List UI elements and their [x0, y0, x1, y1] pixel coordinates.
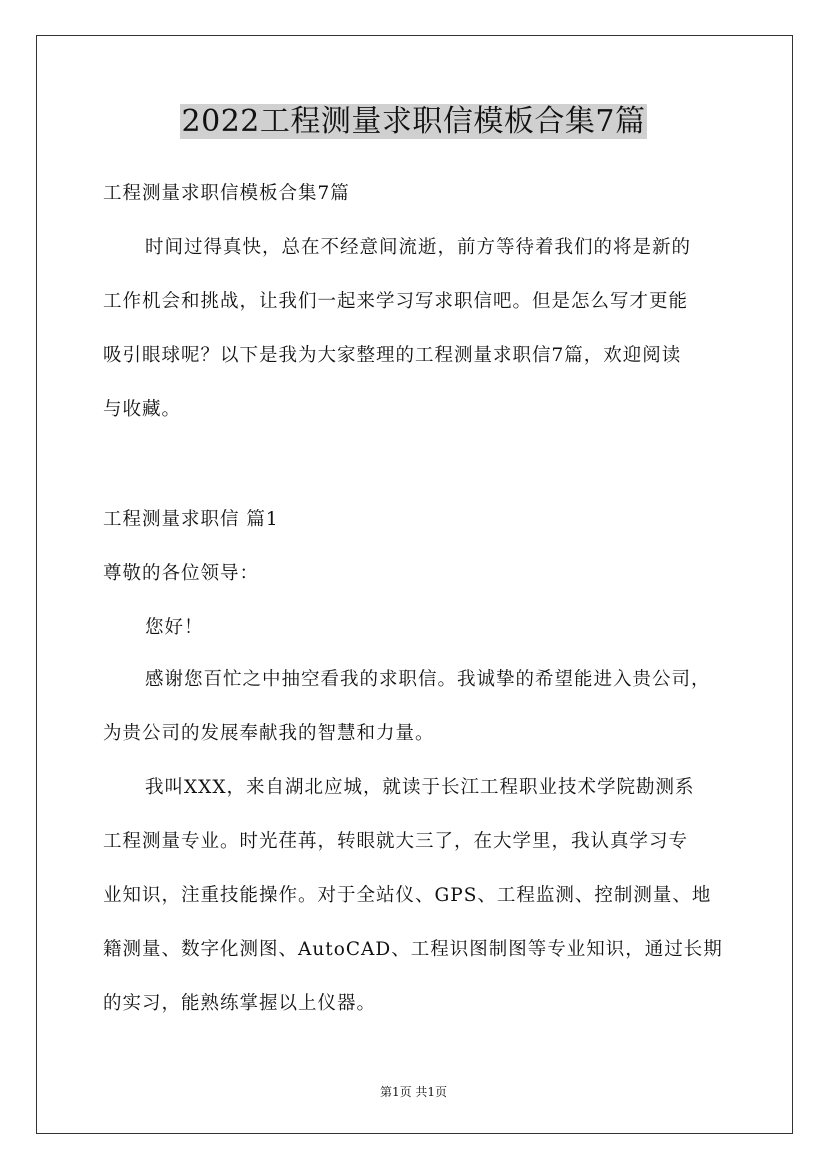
para1-line-1: 感谢您百忙之中抽空看我的求职信。我诚挚的希望能进入贵公司，	[145, 669, 711, 690]
letter-heading: 工程测量求职信 篇1	[103, 509, 279, 530]
letter-salutation: 尊敬的各位领导：	[103, 563, 260, 584]
para2-line-1: 我叫XXX，来自湖北应城，就读于长江工程职业技术学院勘测系	[145, 777, 695, 798]
intro-line-3: 吸引眼球呢？以下是我为大家整理的工程测量求职信7篇，欢迎阅读	[103, 345, 682, 366]
intro-line-1: 时间过得真快，总在不经意间流逝，前方等待着我们的将是新的	[145, 237, 692, 258]
para2-line-4: 籍测量、数字化测图、AutoCAD、工程识图制图等专业知识，通过长期	[103, 939, 723, 960]
page-footer: 第1页 共1页	[379, 1085, 448, 1099]
intro-line-4: 与收藏。	[103, 399, 182, 420]
para1-line-2: 为贵公司的发展奉献我的智慧和力量。	[103, 723, 435, 744]
intro-line-2: 工作机会和挑战，让我们一起来学习写求职信吧。但是怎么写才更能	[103, 291, 689, 312]
document-title	[0, 102, 827, 142]
intro-heading: 工程测量求职信模板合集7篇	[103, 183, 350, 204]
document-title-text: 2022工程测量求职信模板合集7篇	[181, 104, 646, 139]
para2-line-2: 工程测量专业。时光荏苒，转眼就大三了，在大学里，我认真学习专	[103, 831, 689, 852]
para2-line-5: 的实习，能熟练掌握以上仪器。	[103, 993, 377, 1014]
letter-greeting: 您好！	[145, 617, 204, 638]
para2-line-3: 业知识，注重技能操作。对于全站仪、GPS、工程监测、控制测量、地	[103, 885, 712, 906]
